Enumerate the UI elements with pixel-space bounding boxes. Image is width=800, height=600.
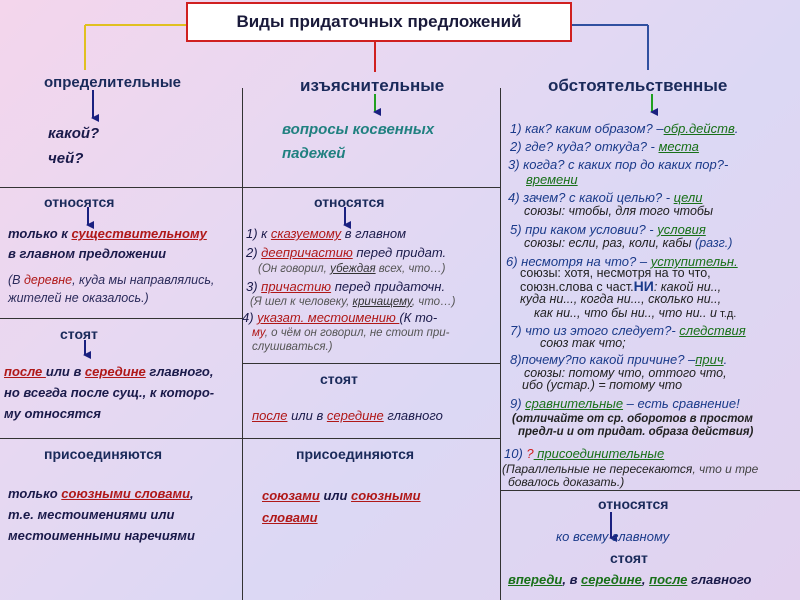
izj-rel-4-example-1: му, о чём он говорил, не стоит при- (252, 327, 450, 339)
izj-question-line2: падежей (282, 145, 346, 162)
def-example-line1: (В деревне, куда мы направлялись, (8, 273, 215, 287)
diagram-title: Виды придаточных предложений (186, 2, 572, 42)
obst-item-10: 10) ? присоединительные (504, 446, 665, 461)
obst-item-7-conj: союз так что; (540, 336, 626, 350)
obst-item-1: 1) как? каким образом? –обр.действ. (510, 121, 739, 136)
obst-item-7: 7) что из этого следует?- следствия (510, 323, 746, 338)
izj-join-line1: союзами или союзными (262, 488, 421, 503)
header-definitive: определительные (44, 74, 181, 91)
izj-rel-2-example: (Он говорил, убеждая всех, что…) (258, 263, 446, 275)
obst-item-10-example-1: (Параллельные не пересекаются, что и тре (502, 462, 759, 476)
obst-item-5: 5) при каком условии? - условия (510, 222, 706, 237)
izj-join-line2: словами (262, 510, 318, 525)
def-join-head: присоединяются (44, 446, 163, 462)
izj-stand-head: стоят (320, 371, 358, 387)
obst-item-4: 4) зачем? с какой целью? - цели (508, 190, 703, 205)
izj-rel-3-example: (Я шел к человеку, кричащему, что…) (250, 296, 456, 308)
def-rel-head: относятся (44, 194, 115, 210)
def-join-line1: только союзными словами, (8, 486, 194, 501)
def-stand-line3: му относятся (4, 406, 101, 421)
izj-question-line1: вопросы косвенных (282, 121, 435, 138)
izj-rel-1: 1) к сказуемому в главном (246, 226, 407, 241)
izj-rel-4-example-2: слушиваться.) (252, 341, 333, 353)
def-stand-line1: после или в середине главного, (4, 364, 214, 379)
izj-join-head: присоединяются (296, 446, 415, 462)
def-rel-line2: в главном предложении (8, 246, 167, 261)
izj-stand-line: после или в середине главного (252, 408, 443, 423)
obst-item-8: 8)почему?по какой причине? –прич. (510, 352, 728, 367)
obst-item-6-words: союзн.слова с част.НИ: какой ни.., (520, 278, 722, 294)
izj-rel-3: 3) причастию перед придаточн. (246, 279, 446, 294)
obst-item-9-note-1: (отличайте от ср. оборотов в простом (512, 413, 753, 425)
izj-rel-2: 2) деепричастию перед придат. (246, 245, 447, 260)
obst-item-6-examples-2: как ни.., что бы ни.., что ни.. и т.д. (534, 306, 737, 320)
def-example-line2: жителей не оказалось.) (8, 291, 149, 305)
obst-item-9-note-2: предл-и и от придат. образа действия) (518, 426, 754, 438)
def-question-2: чей? (48, 150, 84, 167)
obst-stand-head: стоят (610, 550, 648, 566)
obst-stand-line: впереди, в середине, после главного (508, 572, 752, 587)
obst-item-4-conj: союзы: чтобы, для того чтобы (524, 204, 714, 218)
obst-item-5-conj: союзы: если, раз, коли, кабы (разг.) (524, 236, 733, 250)
obst-item-3-type: времени (526, 172, 578, 187)
izj-rel-head: относятся (314, 194, 385, 210)
izj-rel-4: 4) указат. местоимению (К то- (242, 310, 438, 325)
def-join-line2: т.е. местоимениями или (8, 507, 175, 522)
def-rel-line1: только к существительному (8, 226, 207, 241)
def-stand-head: стоят (60, 326, 98, 342)
obst-item-2: 2) где? куда? откуда? - места (510, 139, 699, 154)
def-question-1: какой? (48, 125, 100, 142)
def-join-line3: местоименными наречиями (8, 528, 195, 543)
def-stand-line2: но всегда после сущ., к которо- (4, 385, 215, 400)
obst-item-10-example-2: бовалось доказать.) (508, 475, 625, 489)
obst-item-6-examples-1: куда ни..., когда ни..., сколько ни.., (520, 292, 722, 306)
obst-item-9: 9) сравнительные – есть сравнение! (510, 396, 740, 411)
obst-item-8-conj: союзы: потому что, оттого что, (524, 366, 727, 380)
obst-item-3: 3) когда? с каких пор до каких пор?- (508, 157, 729, 172)
header-circumstantial: обстоятельственные (548, 76, 728, 95)
obst-item-8-note: ибо (устар.) = потому что (522, 378, 683, 392)
obst-rel-head: относятся (598, 496, 669, 512)
obst-item-6-conj: союзы: хотя, несмотря на то что, (520, 266, 711, 280)
obst-item-6: 6) несмотря на что? – уступительн. (506, 254, 738, 269)
header-explanatory: изъяснительные (300, 76, 445, 95)
obst-rel-text: ко всему главному (556, 529, 670, 544)
